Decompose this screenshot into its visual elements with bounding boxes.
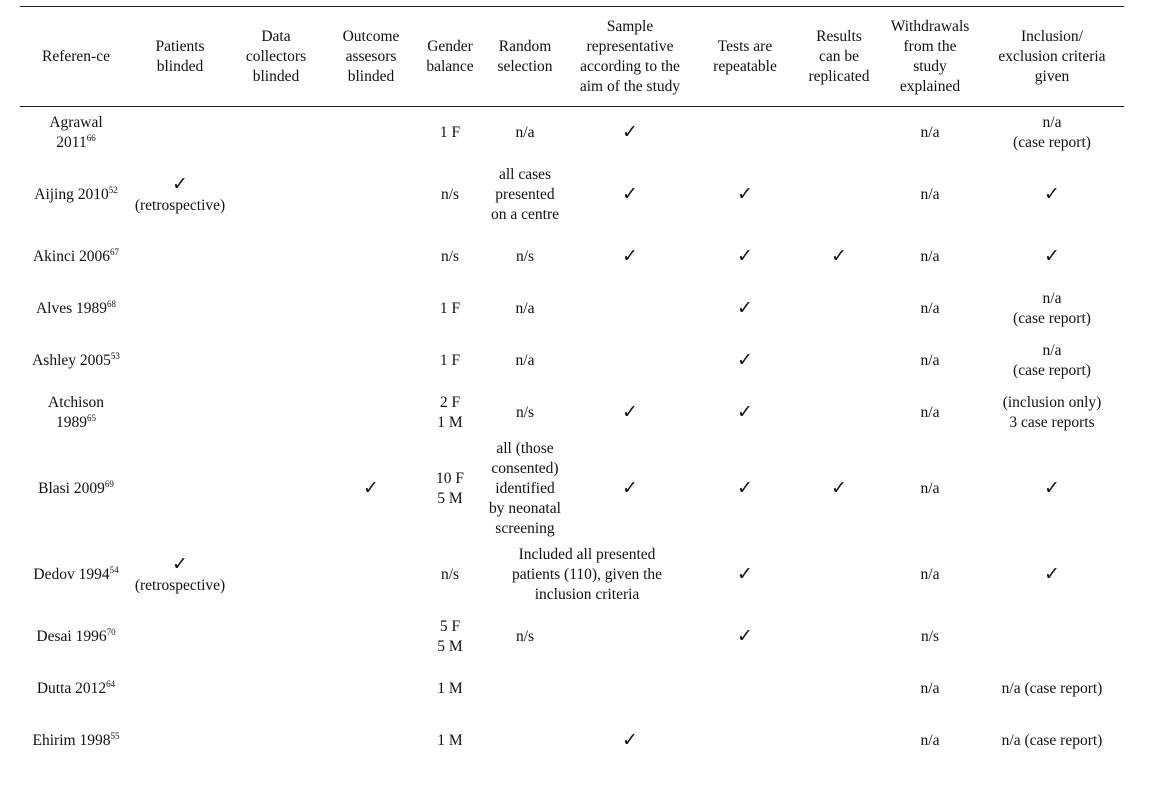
table-row: [20, 283, 1124, 335]
cell-data-collectors-blinded: [228, 663, 324, 715]
cell-reference: [20, 663, 132, 715]
cell-sample-representative: [568, 159, 692, 231]
cell-random-and-sample: Included all presented patients (110), given the inclusion criteria: [511, 545, 663, 603]
cell-data-collectors-blinded: [228, 539, 324, 611]
cell-reference: [20, 231, 132, 283]
cell-tests-repeatable: [692, 663, 798, 715]
cell-tests-repeatable: [692, 439, 798, 539]
cell-withdrawals-explained: n/a: [920, 479, 940, 497]
checkmark-icon: ✓: [622, 182, 638, 205]
cell-withdrawals-explained: n/a: [920, 679, 940, 697]
cell-results-replicated: [798, 283, 880, 335]
cell-reference: [20, 387, 132, 439]
table-row: [20, 611, 1124, 663]
cell-inclusion-criteria: [980, 539, 1124, 611]
cell-patients-blinded: [132, 439, 228, 539]
cell-withdrawals-explained: n/a: [920, 247, 940, 265]
cell-patients-blinded: [132, 283, 228, 335]
cell-outcome-assessors-blinded: [324, 539, 418, 611]
cell-tests-repeatable: [692, 231, 798, 283]
cell-patients-blinded: [132, 715, 228, 767]
cell-outcome-assessors-blinded: [324, 283, 418, 335]
reference-name: Aijing 2010: [34, 185, 109, 203]
cell-reference: [20, 283, 132, 335]
table-row: [20, 539, 1124, 611]
cell-sample-representative: [568, 715, 692, 767]
cell-gender-balance: 1 F: [439, 351, 461, 369]
cell-gender-balance: 10 F 5 M: [436, 469, 464, 507]
cell-withdrawals-explained: n/s: [920, 627, 940, 645]
cell-sample-representative: [568, 663, 692, 715]
reference-citation-number: 68: [107, 298, 117, 309]
cell-tests-repeatable: [692, 539, 798, 611]
cell-outcome-assessors-blinded: [324, 611, 418, 663]
cell-withdrawals-explained: n/a: [920, 403, 940, 421]
cell-inclusion-criteria: [980, 439, 1124, 539]
cell-inclusion-criteria: n/a (case report): [1013, 113, 1091, 151]
cell-sample-representative: [568, 611, 692, 663]
cell-patients-blinded: [132, 231, 228, 283]
cell-inclusion-criteria: n/a (case report): [1001, 731, 1103, 749]
checkmark-icon: ✓: [737, 244, 753, 267]
checkmark-icon: ✓: [1044, 476, 1060, 499]
header-outcome-assessors-blinded: Outcome assesors blinded: [324, 7, 418, 107]
table-row: [20, 107, 1124, 159]
cell-withdrawals-explained: n/a: [920, 185, 940, 203]
cell-outcome-assessors-blinded: [324, 231, 418, 283]
checkmark-icon: ✓: [172, 552, 188, 575]
cell-random-selection: n/s: [515, 627, 535, 645]
reference-citation-number: 53: [110, 350, 120, 361]
checkmark-icon: ✓: [737, 562, 753, 585]
cell-gender-balance: 1 F: [439, 123, 461, 141]
cell-random-selection: all cases presented on a centre: [491, 165, 559, 223]
cell-gender-balance: 1 M: [437, 679, 463, 697]
cell-outcome-assessors-blinded: [324, 159, 418, 231]
cell-random-selection: [482, 715, 568, 767]
header-gender-balance: Gender balance: [418, 7, 482, 107]
checkmark-icon: ✓: [831, 476, 847, 499]
reference-name: Desai 1996: [36, 627, 107, 645]
cell-random-selection: n/a: [515, 299, 535, 317]
header-patients-blinded: Patients blinded: [132, 7, 228, 107]
table-row: [20, 715, 1124, 767]
checkmark-icon: ✓: [622, 400, 638, 423]
cell-data-collectors-blinded: [228, 335, 324, 387]
reference-citation-number: 69: [104, 478, 114, 489]
cell-sample-representative: [568, 283, 692, 335]
cell-withdrawals-explained: n/a: [920, 123, 940, 141]
cell-results-replicated: [798, 335, 880, 387]
cell-gender-balance: n/s: [440, 247, 460, 265]
cell-tests-repeatable: [692, 611, 798, 663]
cell-reference: [20, 159, 132, 231]
cell-results-replicated: [798, 387, 880, 439]
cell-sample-representative: [568, 231, 692, 283]
table-row: [20, 663, 1124, 715]
reference-name: Atchison 1989: [48, 393, 104, 431]
cell-withdrawals-explained: n/a: [920, 299, 940, 317]
cell-note: (retrospective): [134, 196, 226, 214]
cell-patients-blinded: [132, 107, 228, 159]
cell-gender-balance: 1 M: [437, 731, 463, 749]
reference-name: Akinci 2006: [32, 247, 111, 265]
reference-citation-number: 52: [108, 184, 118, 195]
cell-data-collectors-blinded: [228, 231, 324, 283]
cell-reference: [20, 439, 132, 539]
reference-citation-number: 54: [109, 564, 119, 575]
header-reference: Referen-ce: [20, 7, 132, 107]
checkmark-icon: ✓: [172, 172, 188, 195]
cell-outcome-assessors-blinded: [324, 715, 418, 767]
table-row: [20, 159, 1124, 231]
cell-reference: [20, 611, 132, 663]
cell-sample-representative: [568, 107, 692, 159]
cell-gender-balance: 1 F: [439, 299, 461, 317]
cell-patients-blinded: [132, 335, 228, 387]
cell-outcome-assessors-blinded: [324, 439, 418, 539]
reference-name: Ashley 2005: [32, 351, 111, 369]
reference-name: Alves 1989: [35, 299, 108, 317]
cell-results-replicated: [798, 611, 880, 663]
header-results-replicated: Results can be replicated: [798, 7, 880, 107]
checkmark-icon: ✓: [737, 476, 753, 499]
checkmark-icon: ✓: [622, 476, 638, 499]
table-row: [20, 439, 1124, 539]
header-random-selection: Random selection: [482, 7, 568, 107]
reference-citation-number: 65: [87, 412, 96, 423]
cell-sample-representative: [568, 387, 692, 439]
reference-citation-number: 70: [106, 626, 116, 637]
table-body: [20, 107, 1124, 767]
cell-inclusion-criteria: n/a (case report): [1013, 341, 1091, 379]
header-row: [20, 7, 1124, 107]
checkmark-icon: ✓: [622, 244, 638, 267]
cell-patients-blinded: [132, 159, 228, 231]
cell-outcome-assessors-blinded: [324, 335, 418, 387]
cell-inclusion-criteria: [980, 159, 1124, 231]
reference-name: Dedov 1994: [33, 565, 110, 583]
cell-random-selection: n/a: [515, 351, 535, 369]
reference-citation-number: 64: [106, 678, 116, 689]
cell-random-selection: [482, 663, 568, 715]
cell-withdrawals-explained: n/a: [920, 565, 940, 583]
cell-reference: [20, 539, 132, 611]
cell-inclusion-criteria: n/a (case report): [1013, 289, 1091, 327]
checkmark-icon: ✓: [737, 182, 753, 205]
cell-reference: [20, 335, 132, 387]
cell-data-collectors-blinded: [228, 439, 324, 539]
cell-results-replicated: [798, 539, 880, 611]
cell-gender-balance: n/s: [440, 185, 460, 203]
cell-random-selection: n/s: [515, 403, 535, 421]
cell-sample-representative: [568, 335, 692, 387]
cell-gender-balance: 5 F 5 M: [437, 617, 463, 655]
cell-inclusion-criteria: (inclusion only) 3 case reports: [1002, 393, 1102, 431]
cell-random-selection: all (those consented) identified by neonatal screening: [489, 439, 561, 537]
reference-citation-number: 66: [86, 132, 96, 143]
cell-results-replicated: [798, 663, 880, 715]
cell-tests-repeatable: [692, 283, 798, 335]
cell-gender-balance: n/s: [440, 565, 460, 583]
cell-inclusion-criteria: n/a (case report): [1001, 679, 1103, 697]
table-row: [20, 231, 1124, 283]
cell-tests-repeatable: [692, 159, 798, 231]
quality-assessment-table: [20, 6, 1124, 767]
cell-random-selection: n/a: [515, 123, 535, 141]
cell-random-selection: n/s: [515, 247, 535, 265]
cell-withdrawals-explained: n/a: [920, 351, 940, 369]
cell-results-replicated: [798, 439, 880, 539]
cell-data-collectors-blinded: [228, 159, 324, 231]
checkmark-icon: ✓: [1044, 182, 1060, 205]
header-withdrawals-explained: Withdrawals from the study explained: [880, 7, 980, 107]
reference-name: Dutta 2012: [36, 679, 107, 697]
checkmark-icon: ✓: [363, 476, 379, 499]
cell-data-collectors-blinded: [228, 387, 324, 439]
checkmark-icon: ✓: [1044, 562, 1060, 585]
checkmark-icon: ✓: [737, 400, 753, 423]
checkmark-icon: ✓: [737, 624, 753, 647]
reference-name: Blasi 2009: [38, 479, 105, 497]
cell-data-collectors-blinded: [228, 715, 324, 767]
checkmark-icon: ✓: [622, 728, 638, 751]
cell-results-replicated: [798, 159, 880, 231]
cell-inclusion-criteria: [980, 611, 1124, 663]
cell-sample-representative: [568, 439, 692, 539]
reference-name: Agrawal 2011: [49, 113, 103, 151]
header-data-collectors-blinded: Data collectors blinded: [228, 7, 324, 107]
table-row: [20, 335, 1124, 387]
checkmark-icon: ✓: [622, 120, 638, 143]
cell-tests-repeatable: [692, 387, 798, 439]
cell-results-replicated: [798, 715, 880, 767]
reference-citation-number: 55: [110, 730, 120, 741]
checkmark-icon: ✓: [1044, 244, 1060, 267]
cell-outcome-assessors-blinded: [324, 663, 418, 715]
cell-patients-blinded: [132, 539, 228, 611]
cell-tests-repeatable: [692, 715, 798, 767]
cell-gender-balance: 2 F 1 M: [437, 393, 463, 431]
header-tests-repeatable: Tests are repeatable: [692, 7, 798, 107]
cell-data-collectors-blinded: [228, 283, 324, 335]
cell-results-replicated: [798, 231, 880, 283]
cell-tests-repeatable: [692, 335, 798, 387]
reference-citation-number: 67: [110, 246, 120, 257]
table-header: [20, 7, 1124, 107]
cell-patients-blinded: [132, 611, 228, 663]
cell-patients-blinded: [132, 663, 228, 715]
cell-results-replicated: [798, 107, 880, 159]
cell-inclusion-criteria: [980, 231, 1124, 283]
header-sample-representative: Sample representative according to the aim of the study: [568, 7, 692, 107]
reference-name: Ehirim 1998: [32, 731, 111, 749]
header-inclusion-criteria: Inclusion/ exclusion criteria given: [980, 7, 1124, 107]
cell-tests-repeatable: [692, 107, 798, 159]
cell-outcome-assessors-blinded: [324, 387, 418, 439]
cell-patients-blinded: [132, 387, 228, 439]
cell-outcome-assessors-blinded: [324, 107, 418, 159]
cell-reference: [20, 107, 132, 159]
cell-reference: [20, 715, 132, 767]
checkmark-icon: ✓: [737, 296, 753, 319]
cell-note: (retrospective): [134, 576, 226, 594]
checkmark-icon: ✓: [737, 348, 753, 371]
cell-withdrawals-explained: n/a: [920, 731, 940, 749]
cell-data-collectors-blinded: [228, 107, 324, 159]
table-row: [20, 387, 1124, 439]
cell-data-collectors-blinded: [228, 611, 324, 663]
checkmark-icon: ✓: [831, 244, 847, 267]
